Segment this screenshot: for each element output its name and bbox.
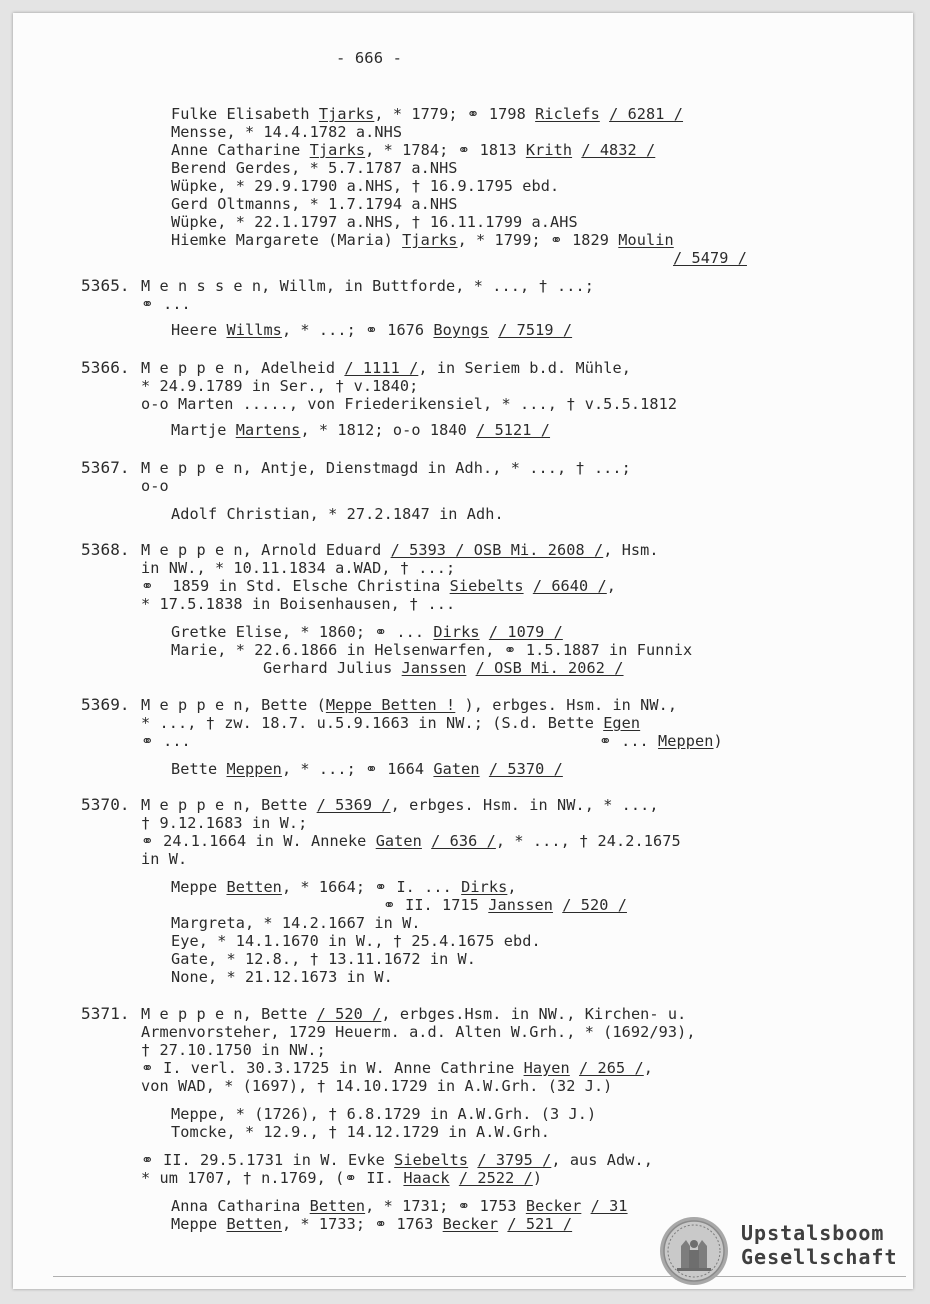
underlined-ref: Dirks [461,878,508,896]
text-segment: M e p p e n, Bette [141,796,317,814]
text-segment: Gate, * 12.8., † 13.11.1672 in W. [171,950,477,968]
text-line [171,231,674,249]
text-segment [489,321,498,339]
document-page [13,13,913,1289]
text-segment: Meppe [171,1215,227,1233]
text-segment: Wüpke, * 29.9.1790 a.NHS, † 16.9.1795 ebd. [171,177,560,195]
text-segment [466,659,475,677]
underlined-ref: Gaten [375,832,422,850]
text-line [141,459,631,477]
text-segment: † 27.10.1750 in NW.; [141,1041,326,1059]
underlined-ref: / 1079 / [488,623,563,641]
underlined-ref: Tjarks [318,105,375,123]
text-line [141,559,455,577]
seal-icon [659,1216,729,1286]
underlined-ref: Willms [226,321,282,339]
text-line [171,141,655,159]
text-segment: ⚭ ... [141,295,191,313]
text-segment: 5371. [81,1004,130,1023]
entry-number [81,359,130,377]
underlined-ref: Krith [525,141,573,159]
underlined-ref: / 2522 / [458,1169,533,1187]
text-segment: Heere [171,321,227,339]
underlined-ref: Meppen [658,732,714,750]
text-segment [572,141,581,159]
text-segment: ⚭ 1859 in Std. Elsche Christina [141,577,450,595]
text-segment: Hiemke Margarete (Maria) [171,231,403,249]
underlined-ref: / 265 / [579,1059,644,1077]
text-line [141,541,659,559]
text-segment: , erbges. Hsm. in NW., * ..., [390,796,659,814]
text-line [263,659,624,677]
text-segment: Tomcke, * 12.9., † 14.12.1729 in A.W.Grh. [171,1123,550,1141]
text-segment [450,1169,459,1187]
text-segment [581,1197,590,1215]
text-line [171,1197,628,1215]
underlined-ref: Betten [309,1197,366,1215]
text-line [599,732,723,750]
text-segment: Margreta, * 14.2.1667 in W. [171,914,421,932]
underlined-ref: / 5370 / [488,760,563,778]
text-segment: , * ...; ⚭ 1676 [281,321,434,339]
text-line [141,1169,542,1187]
underlined-ref: / 6281 / [609,105,684,123]
text-line [171,950,476,968]
text-segment: , * 1812; o-o 1840 [300,421,477,439]
underlined-ref: Siebelts [394,1151,469,1169]
text-line [141,832,681,850]
text-line [171,623,563,641]
text-line [171,878,517,896]
text-line [141,696,677,714]
text-segment: 5369. [81,695,130,714]
text-segment: , [606,577,617,595]
text-segment: ⚭ II. 29.5.1731 in W. Evke [141,1151,395,1169]
text-line [171,932,541,950]
text-line [141,1023,696,1041]
text-line [171,641,692,659]
text-segment: ⚭ ... [599,732,659,750]
text-segment: Meppe [171,878,227,896]
text-segment: , aus Adw., [551,1151,654,1169]
text-line [171,760,563,778]
text-segment: , * ...; ⚭ 1664 [281,760,434,778]
underlined-ref: Moulin [618,231,674,249]
entry-number [81,459,130,477]
underlined-ref: Meppe Betten ! [325,696,456,714]
underlined-ref: Betten [226,1215,282,1233]
text-line [171,505,504,523]
underlined-ref: Tjarks [402,231,458,249]
text-line [383,896,627,914]
text-segment: M e p p e n, Bette ( [141,696,326,714]
underlined-ref: Gaten [433,760,480,778]
underlined-ref: / 31 [590,1197,628,1215]
underlined-ref: Riclefs [535,105,600,123]
underlined-ref: / 3795 / [477,1151,552,1169]
text-line [141,814,307,832]
text-segment: * ..., † zw. 18.7. u.5.9.1663 in NW.; (S.d. Bette [141,714,604,732]
text-segment: None, * 21.12.1673 in W. [171,968,393,986]
underlined-ref: / 5369 / [316,796,391,814]
text-line [141,477,169,495]
underlined-ref: Haack [403,1169,450,1187]
text-segment: Mensse, * 14.4.1782 a.NHS [171,123,403,141]
text-line [141,395,677,413]
text-segment: 5370. [81,795,130,814]
text-line [141,295,191,313]
text-segment: in NW., * 10.11.1834 a.WAD, † ...; [141,559,456,577]
text-line [141,1041,326,1059]
underlined-ref: / 5121 / [476,421,551,439]
text-segment: Gerd Oltmanns, * 1.7.1794 a.NHS [171,195,458,213]
text-line [673,249,747,267]
text-segment: o-o Marten ....., von Friederikensiel, * ..., † v.5.5.1812 [141,395,678,413]
entry-number [81,1005,130,1023]
text-line [171,1105,596,1123]
logo-name [741,1221,898,1269]
text-line [141,1077,612,1095]
text-line [141,850,187,868]
text-segment [480,760,489,778]
text-segment: Anne Catharine [171,141,310,159]
text-line [171,213,578,231]
text-segment: , * 1731; ⚭ 1753 [365,1197,526,1215]
text-segment: Bette [171,760,227,778]
text-segment: ⚭ II. 1715 [383,896,489,914]
text-segment: † 9.12.1683 in W.; [141,814,308,832]
text-segment [422,832,431,850]
text-line [171,105,683,123]
underlined-ref: Becker [525,1197,582,1215]
text-segment [498,1215,507,1233]
text-segment: M e p p e n, Arnold Eduard [141,541,391,559]
text-line [141,359,631,377]
text-segment: , * 1784; ⚭ 1813 [365,141,526,159]
text-segment: o-o [141,477,169,495]
text-segment: Wüpke, * 22.1.1797 a.NHS, † 16.11.1799 a.AHS [171,213,578,231]
text-segment: , Hsm. [603,541,659,559]
underlined-ref: Dirks [433,623,480,641]
text-segment: 5367. [81,458,130,477]
text-line [171,177,559,195]
text-segment: * um 1707, † n.1769, (⚭ II. [141,1169,404,1187]
text-segment: , * 1799; ⚭ 1829 [457,231,619,249]
underlined-ref: Boyngs [433,321,489,339]
text-line [171,914,421,932]
underlined-ref: Siebelts [449,577,524,595]
underlined-ref: / 1111 / [344,359,419,377]
logo-line-1: Upstalsboom [741,1221,885,1245]
text-line [171,159,458,177]
text-segment: Martje [171,421,236,439]
text-segment: 5366. [81,358,130,377]
entry-number [81,696,130,714]
text-segment: , * ..., † 24.2.1675 [495,832,681,850]
entry-number [81,277,130,295]
underlined-ref: / 4832 / [581,141,656,159]
text-segment: 5368. [81,540,130,559]
text-segment: , * 1733; ⚭ 1763 [281,1215,443,1233]
text-segment: ⚭ I. verl. 30.3.1725 in W. Anne Cathrine [141,1059,524,1077]
underlined-ref: / OSB Mi. 2062 / [475,659,624,677]
text-segment [468,1151,477,1169]
text-line [141,595,455,613]
text-segment: Armenvorsteher, 1729 Heuerm. a.d. Alten W.Grh., * (1692/93), [141,1023,696,1041]
text-segment: Anna Catharina [171,1197,310,1215]
entry-number [81,541,130,559]
underlined-ref: Janssen [488,896,553,914]
underlined-ref: / 521 / [507,1215,573,1233]
text-segment [570,1059,579,1077]
text-segment: von WAD, * (1697), † 14.10.1729 in A.W.Grh. (32 J.) [141,1077,613,1095]
text-segment: Eye, * 14.1.1670 in W., † 25.4.1675 ebd. [171,932,541,950]
text-line [141,1005,686,1023]
text-segment: ) [713,732,723,750]
text-segment: , * 1664; ⚭ I. ... [281,878,462,896]
text-line [141,732,191,750]
underlined-ref: Egen [603,714,641,732]
text-line [141,377,418,395]
text-line [141,796,659,814]
text-line [171,1215,572,1233]
text-segment: M e p p e n, Adelheid [141,359,345,377]
text-segment [553,896,562,914]
underlined-ref: Hayen [523,1059,570,1077]
text-segment: 5365. [81,276,130,295]
underlined-ref: / 636 / [431,832,496,850]
text-line [171,1123,550,1141]
text-segment: Fulke Elisabeth [171,105,319,123]
text-segment: , [507,878,517,896]
text-line [141,1059,653,1077]
text-segment: ) [532,1169,543,1187]
text-line [141,577,616,595]
text-segment: * 17.5.1838 in Boisenhausen, † ... [141,595,456,613]
text-segment: , erbges.Hsm. in NW., Kirchen- u. [381,1005,687,1023]
text-segment: ⚭ 24.1.1664 in W. Anneke [141,832,376,850]
text-segment [600,105,609,123]
underlined-ref: Janssen [401,659,467,677]
text-segment: Gretke Elise, * 1860; ⚭ ... [171,623,434,641]
underlined-ref: / 7519 / [498,321,573,339]
text-segment: * 24.9.1789 in Ser., † v.1840; [141,377,419,395]
text-segment: Marie, * 22.6.1866 in Helsenwarfen, ⚭ 1.5.1887 in Funnix [171,641,693,659]
text-line [141,1151,653,1169]
underlined-ref: Martens [235,421,301,439]
underlined-ref: / 6640 / [532,577,607,595]
text-segment: Berend Gerdes, * 5.7.1787 a.NHS [171,159,458,177]
text-segment: M e n s s e n, Willm, in Buttforde, * ..., † ...; [141,277,594,295]
text-segment: Gerhard Julius [263,659,402,677]
text-line [171,968,393,986]
page-number: - 666 - [336,49,403,67]
text-segment: M e p p e n, Bette [141,1005,317,1023]
text-segment [524,577,533,595]
text-segment: Meppe, * (1726), † 6.8.1729 in A.W.Grh. (3 J.) [171,1105,597,1123]
logo-line-2: Gesellschaft [741,1245,898,1269]
underlined-ref: / 520 / [562,896,627,914]
underlined-ref: / 5479 / [673,249,747,267]
text-segment: ), erbges. Hsm. in NW., [455,696,678,714]
text-segment: Adolf Christian, * 27.2.1847 in Adh. [171,505,504,523]
text-line [171,321,572,339]
underlined-ref: Tjarks [309,141,366,159]
text-line [141,714,640,732]
underlined-ref: / 5393 / OSB Mi. 2608 / [390,541,604,559]
text-segment: M e p p e n, Antje, Dienstmagd in Adh., * ..., † ...; [141,459,631,477]
text-line [171,421,550,439]
text-line [171,195,458,213]
text-segment [480,623,489,641]
underlined-ref: / 520 / [316,1005,382,1023]
text-segment: , * 1779; ⚭ 1798 [374,105,536,123]
text-segment: in W. [141,850,188,868]
underlined-ref: Becker [442,1215,499,1233]
text-segment: , in Seriem b.d. Mühle, [418,359,631,377]
underlined-ref: Meppen [226,760,282,778]
text-segment: , [643,1059,654,1077]
upstalsboom-logo [659,1216,909,1286]
text-line [171,123,402,141]
text-line [141,277,594,295]
underlined-ref: Betten [226,878,282,896]
entry-number [81,796,130,814]
text-segment: ⚭ ... [141,732,191,750]
